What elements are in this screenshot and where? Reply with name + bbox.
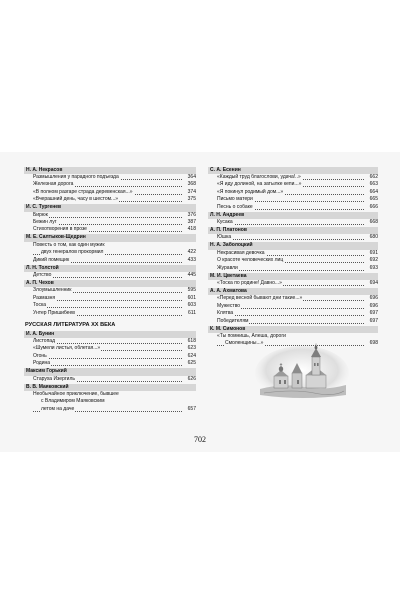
toc-author-heading: И. А. Бунин: [24, 331, 196, 338]
church-illustration: [254, 343, 350, 401]
toc-entry-page: 433: [187, 256, 196, 263]
toc-entry: [208, 295, 378, 302]
toc-entry-title: Стихотворения в прозе: [33, 226, 87, 233]
toc-author-heading: Н. А. Некрасов: [24, 167, 196, 174]
toc-entry-title: «Вчерашний день, часу в шестом...»: [33, 196, 118, 203]
toc-entry-page: 693: [369, 264, 378, 271]
toc-entry-title: «Я иду долиной, на затылке кепи...»: [217, 181, 302, 188]
toc-author-heading: М. Е. Салтыков-Щедрин: [24, 234, 196, 241]
toc-entry-title: «В полном разгаре страда деревенская...»: [33, 188, 133, 195]
toc-entry: [208, 181, 378, 188]
toc-entry-title: двух генералов прокормил: [41, 249, 104, 256]
toc-entry: [208, 265, 378, 272]
toc-author-heading: В. В. Маяковский: [24, 384, 196, 391]
toc-entry-title: Победителям: [217, 317, 249, 324]
toc-entry-title: «Каждый труд благослови, удача!..»: [217, 173, 301, 180]
toc-entry: [24, 295, 196, 302]
toc-entry: [24, 189, 196, 196]
toc-entry-title: Железная дорога: [33, 181, 74, 188]
toc-entry-title: Юшка: [217, 234, 232, 241]
toc-author-heading: Л. Н. Андреев: [208, 212, 378, 219]
toc-entry-page: 696: [369, 295, 378, 302]
toc-entry: [24, 338, 196, 345]
toc-entry: [208, 303, 378, 310]
toc-entry-title: Старуха Изергиль: [33, 375, 75, 382]
toc-author-heading: А. П. Чехов: [24, 280, 196, 287]
toc-entry-page: 694: [369, 279, 378, 286]
toc-entry-title: Родина: [33, 360, 51, 367]
toc-leader-dots: [33, 307, 182, 308]
toc-entry: [24, 391, 196, 413]
toc-leader-dots: [33, 277, 182, 278]
toc-entry-title-line: Повесть о том, как один мужик: [33, 241, 105, 248]
toc-entry-title: Унтер Пришибеев: [33, 309, 75, 316]
toc-leader-dots: [217, 224, 364, 225]
toc-entry: [24, 310, 196, 317]
toc-leader-dots: [217, 270, 364, 271]
toc-entry-title: Размышления у парадного подъезда: [33, 173, 119, 180]
toc-entry-title: Журавли: [217, 264, 238, 271]
toc-entry-title: «Перед весной бывают дни такие...»: [217, 295, 303, 302]
toc-entry-page: 611: [188, 309, 196, 316]
toc-entry: [24, 212, 196, 219]
toc-entry-page: 680: [369, 234, 378, 241]
toc-entry-page: 418: [187, 226, 196, 233]
toc-entry: [24, 345, 196, 352]
toc-entry-page: 422: [187, 249, 196, 256]
toc-entry-title: Смоленщины...»: [225, 340, 264, 347]
toc-entry: [24, 257, 196, 264]
toc-entry-title: «Тоска по родине! Давно...»: [217, 279, 282, 286]
toc-entry-title: Бирюк: [33, 211, 48, 218]
toc-author-heading: Л. Н. Толстой: [24, 265, 196, 272]
toc-entry: [24, 360, 196, 367]
toc-entry-page: 624: [187, 352, 196, 359]
toc-entry-title: О красоте человеческих лиц: [217, 257, 284, 264]
toc-entry-title-line: [33, 406, 182, 413]
toc-entry-page: 668: [369, 219, 378, 225]
toc-entry-page: 374: [187, 188, 196, 195]
toc-author-heading: М. И. Цветаева: [208, 273, 378, 280]
toc-right-column: [208, 166, 378, 348]
toc-entry: [208, 174, 378, 181]
toc-entry-title: Письмо матери: [217, 196, 253, 203]
toc-entry-page: 376: [187, 211, 196, 218]
toc-entry-page: 625: [187, 360, 196, 367]
toc-entry-page: 697: [369, 317, 378, 324]
toc-entry-page: 445: [187, 272, 196, 278]
toc-entry: [208, 204, 378, 211]
toc-entry-page: 368: [187, 181, 196, 188]
toc-author-heading: И. С. Тургенев: [24, 204, 196, 211]
toc-entry: [208, 318, 378, 325]
toc-author-heading: К. М. Симонов: [208, 326, 378, 333]
toc-entry-title: Размазня: [33, 294, 56, 301]
toc-entry-title: Дикий помещик: [33, 256, 70, 263]
toc-entry-title: Песнь о собаке: [217, 203, 253, 210]
toc-entry: [24, 287, 196, 294]
toc-entry: [208, 310, 378, 317]
page-number: 702: [194, 435, 206, 444]
toc-entry: [24, 196, 196, 203]
toc-entry-page: 387: [187, 219, 196, 225]
toc-entry-page: 696: [369, 302, 378, 309]
toc-author-heading: С. А. Есенин: [208, 167, 378, 174]
toc-entry: [208, 196, 378, 203]
toc-entry-title: Злоумышленник: [33, 287, 72, 294]
toc-leader-dots: [33, 358, 182, 359]
toc-entry-page: 663: [369, 181, 378, 188]
toc-entry: [24, 272, 196, 279]
toc-entry-page: 666: [369, 203, 378, 210]
toc-entry: [208, 250, 378, 257]
toc-entry-title: Тоска: [33, 302, 47, 309]
toc-entry-page: 601: [187, 294, 196, 301]
toc-entry-title: Кусака: [217, 219, 233, 225]
toc-entry: [208, 219, 378, 226]
toc-entry: [24, 219, 196, 226]
toc-author-heading: Н. А. Заболоцкий: [208, 242, 378, 249]
toc-entry: [24, 242, 196, 257]
toc-entry-page: 626: [187, 375, 196, 382]
toc-leader-dots: [33, 217, 182, 218]
toc-entry-page: 662: [369, 173, 378, 180]
toc-entry: [24, 353, 196, 360]
toc-entry-page: 618: [187, 338, 196, 344]
toc-entry-page: 375: [187, 196, 196, 203]
toc-entry-page: 623: [187, 345, 196, 352]
toc-entry-page: 665: [369, 196, 378, 203]
toc-entry-title: Клятва: [217, 310, 234, 317]
toc-entry: [208, 280, 378, 287]
toc-entry-page: 692: [369, 257, 378, 264]
toc-entry-page: 697: [369, 310, 378, 317]
toc-entry: [24, 181, 196, 188]
toc-entry-title: Листопад: [33, 338, 55, 344]
toc-entry-title: Некрасивая девочка: [217, 249, 265, 256]
toc-entry-title: летом на даче: [41, 405, 75, 412]
toc-entry-page: 603: [187, 302, 196, 309]
toc-entry-title-line: [33, 249, 182, 256]
toc-entry: [24, 302, 196, 309]
toc-entry-page: 698: [369, 340, 378, 347]
toc-entry-page: 657: [187, 405, 196, 412]
toc-entry: [208, 257, 378, 264]
toc-entry-title: Детство: [33, 272, 52, 278]
toc-entry: [208, 234, 378, 241]
toc-left-column: [24, 166, 196, 413]
toc-entry-page: 691: [369, 249, 378, 256]
toc-entry-title: «Я покинул родимый дом...»: [217, 188, 284, 195]
toc-entry: [24, 174, 196, 181]
toc-author-heading: А. А. Ахматова: [208, 288, 378, 295]
toc-entry: [24, 376, 196, 383]
toc-entry-title: «Шумели листья, облетая...»: [33, 345, 101, 352]
toc-leader-dots: [33, 365, 182, 366]
toc-entry-title-line: Необычайное приключение, бывшее: [33, 391, 119, 397]
toc-entry-title: Мужество: [217, 302, 241, 309]
toc-entry-title: Огонь: [33, 352, 47, 359]
toc-entry: [208, 189, 378, 196]
toc-entry-title: Бежин луг: [33, 219, 57, 225]
toc-entry: [24, 226, 196, 233]
toc-author-heading: Максим Горький: [24, 368, 196, 375]
toc-entry-title-line: «Ты помнишь, Алеша, дороги: [217, 332, 286, 339]
toc-author-heading: А. П. Платонов: [208, 227, 378, 234]
toc-entry-page: 595: [187, 287, 196, 294]
toc-entry-title-line: с Владимиром Маяковским: [41, 398, 105, 405]
toc-leader-dots: [217, 315, 364, 316]
toc-entry-page: 364: [187, 173, 196, 180]
toc-section-heading: РУССКАЯ ЛИТЕРАТУРА XX ВЕКА: [25, 322, 116, 329]
toc-leader-dots: [217, 239, 364, 240]
toc-entry-page: 664: [369, 188, 378, 195]
